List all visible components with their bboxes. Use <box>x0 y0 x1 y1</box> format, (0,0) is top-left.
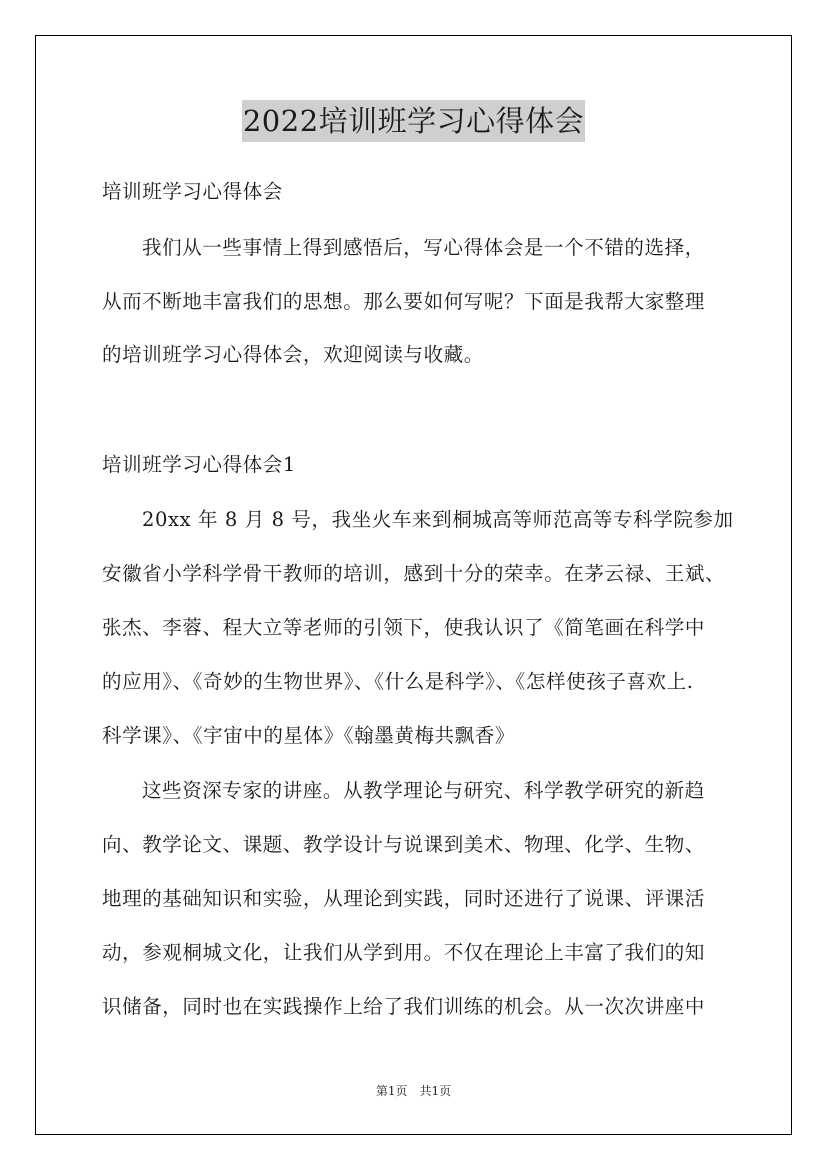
page-number: 第1页 共1页 <box>375 1084 452 1098</box>
subtitle-line: 培训班学习心得体会 <box>102 180 283 203</box>
text-line: 我们从一些事情上得到感悟后，写心得体会是一个不错的选择， <box>142 236 705 259</box>
text-line: 从而不断地丰富我们的思想。那么要如何写呢？下面是我帮大家整理 <box>102 290 706 313</box>
text-line: 向、教学论文、课题、教学设计与说课到美术、物理、化学、生物、 <box>102 833 706 856</box>
text-line: 20xx 年 8 月 8 号，我坐火车来到桐城高等师范高等专科学院参加 <box>142 508 734 531</box>
text-line: 地理的基础知识和实验，从理论到实践，同时还进行了说课、评课活 <box>102 887 706 910</box>
section-heading-line: 培训班学习心得体会1 <box>102 453 296 476</box>
text-line: 动，参观桐城文化，让我们从学到用。不仅在理论上丰富了我们的知 <box>102 941 706 964</box>
text-line: 张杰、李蓉、程大立等老师的引领下，使我认识了《简笔画在科学中 <box>102 616 706 639</box>
text-line: 安徽省小学科学骨干教师的培训，感到十分的荣幸。在茅云禄、王斌、 <box>102 562 726 585</box>
text-line: 识储备，同时也在实践操作上给了我们训练的机会。从一次次讲座中 <box>102 995 706 1018</box>
text-line: 的应用》、《奇妙的生物世界》、《什么是科学》、《怎样使孩子喜欢上. <box>102 670 694 693</box>
document-title <box>0 100 827 142</box>
document-title-text: 2022培训班学习心得体会 <box>242 100 585 142</box>
text-line: 科学课》、《宇宙中的星体》《翰墨黄梅共飘香》 <box>102 724 515 747</box>
text-line: 的培训班学习心得体会，欢迎阅读与收藏。 <box>102 343 484 366</box>
text-line: 这些资深专家的讲座。从教学理论与研究、科学教学研究的新趋 <box>142 779 705 802</box>
